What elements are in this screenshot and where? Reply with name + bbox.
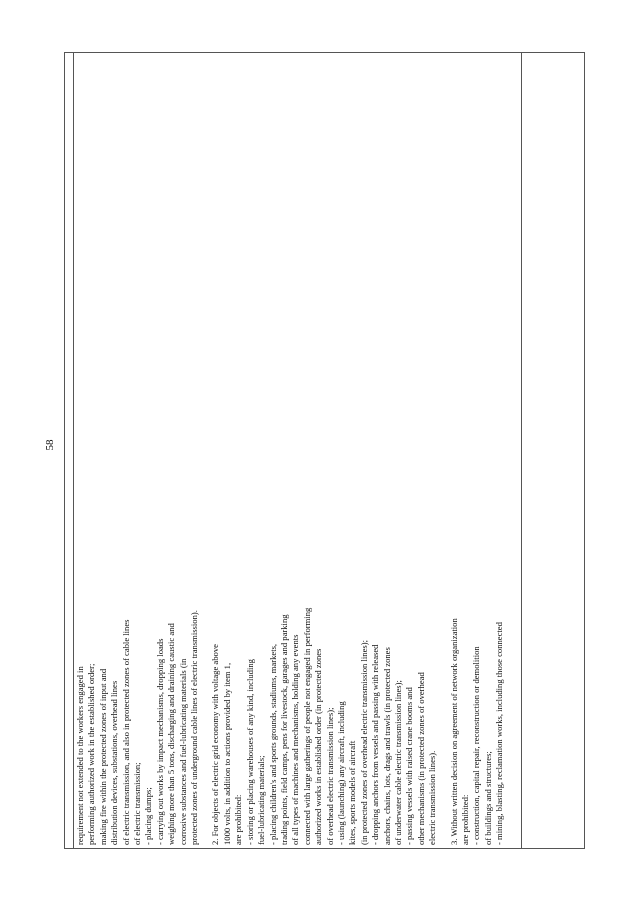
text-line: (in protected zones of overhead electric transmission lines); (358, 640, 369, 845)
paragraph-gap (439, 307, 449, 845)
text-line: 2. For objects of electric grid economy with voltage above (210, 644, 221, 845)
text-line: connected with large gatherings of people not engaged in performing (301, 607, 312, 845)
text-line: kites, sports models of aircraft (347, 740, 358, 845)
text-line: - carrying out works by impact mechanisms, dropping loads (154, 638, 165, 845)
paragraph-gap (200, 307, 210, 845)
text-line: fuel-lubricating materials; (256, 755, 267, 845)
table-text-cell (72, 301, 520, 849)
text-line: 1000 volts, in addition to actions provided by item 1, (221, 662, 232, 845)
text-line: - placing children's and sports grounds, stadiums, markets, (267, 643, 278, 845)
text-line: are prohibited: (460, 794, 470, 845)
text-line: trading points, field camps, pens for livestock, garages and parking (278, 614, 289, 845)
text-line: - passing vessels with raised crane booms and (404, 687, 415, 845)
text-line: authorized works in established order (in protected zones (313, 648, 324, 845)
text-line: of buildings and structures; (482, 751, 493, 845)
page-number: 58 (44, 439, 56, 451)
text-line: are prohibited: (233, 794, 244, 845)
text-line: protected zones of underground cable lines of electric transmission). (189, 610, 200, 845)
text-line: corrosive substances and fuel-lubricating materials (in (177, 658, 188, 845)
text-line: - storing or placing warehouses of any kind, including (244, 659, 255, 845)
text-line: electric transmission lines). (427, 750, 438, 845)
text-line: of underwater cable electric transmission lines); (392, 680, 403, 845)
table-column-divider (521, 53, 522, 848)
text-line: making fire within the protected zones of input and (97, 668, 108, 845)
text-line: of all types of machines and mechanisms, holding any events (290, 634, 301, 845)
rotated-text-block (72, 301, 520, 849)
text-line: - mining, blasting, reclamation works, including those connected (494, 622, 505, 845)
text-line: anchors, chains, lots, drags and trawls (in protected zones (381, 647, 392, 845)
text-line: - using (launching) any aircraft, including (335, 701, 346, 845)
text-line: other mechanisms (in protected zones of overhead (415, 672, 426, 845)
text-line: of electric transmission; (132, 762, 143, 845)
text-line: of overhead electric transmission lines); (324, 707, 335, 845)
text-line: weighing more than 5 tons, discharging and draining caustic and (166, 623, 177, 845)
text-line: distribution devices, substations, overhead lines (109, 680, 120, 845)
text-line: requirement not extended to the workers engaged in (75, 666, 85, 845)
text-line: - construction, capital repair, reconstruction or demolition (471, 646, 482, 845)
text-line: - placing dumps; (143, 787, 154, 845)
text-line: of electric transmission, and also in protected zones of cable lines (120, 619, 131, 845)
text-line: performing authorized work in the established order; (86, 663, 97, 845)
text-line: - dropping anchors from vessels and passing with released (370, 644, 381, 845)
text-line: 3. Without written decision on agreement of network organization (448, 618, 459, 845)
